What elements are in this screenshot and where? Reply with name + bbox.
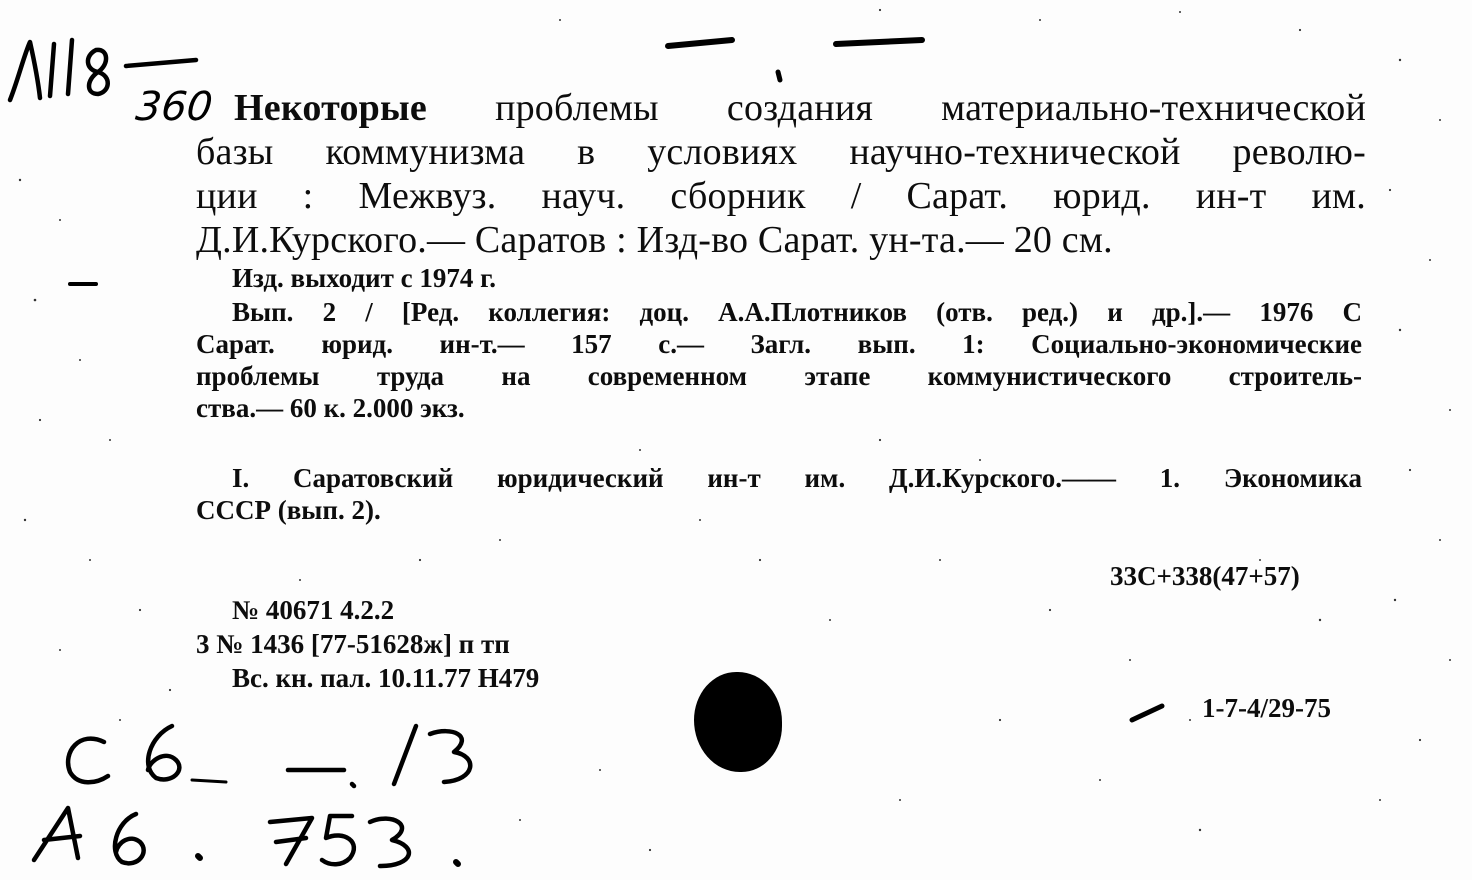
top-dash-left: [668, 40, 732, 46]
title-block: [196, 86, 1366, 262]
note1-digit-3: [430, 731, 470, 782]
note2-digit-5: [322, 816, 354, 864]
volume-line: ства.— 60 к. 2.000 экз.: [196, 393, 465, 423]
volume-line: Вып. 2 / [Ред. коллегия: доц. А.А.Плотников (отв. ред.) и др.].— 1976 С: [232, 297, 1362, 327]
shelf-mark-digit-8: [88, 50, 108, 94]
note2-digit-3: [370, 819, 409, 866]
classification-index: 33С+338(47+57): [1110, 561, 1300, 591]
note1-digit-6: [148, 726, 179, 779]
title-line: базы коммунизма в условиях научно-технической револю-: [196, 131, 1366, 173]
note1-digit-1: [394, 726, 416, 784]
register-line: Вс. кн. пал. 10.11.77 Н479: [232, 663, 540, 693]
volume-line: Сарат. юрид. ин-т.— 157 с.— Загл. вып. 1: Социально-экономические: [196, 329, 1362, 359]
note2-end-dot: [456, 862, 458, 864]
note1-dash: [192, 780, 226, 782]
card-number: № 40671 4.2.2: [232, 595, 395, 625]
tracing-line: СССР (вып. 2).: [196, 495, 381, 525]
volume-description: [196, 296, 1362, 424]
shelf-mark-underline: [126, 60, 196, 66]
shelf-mark-digit-1a: [50, 44, 54, 96]
title-lead-word: Некоторые: [234, 87, 427, 129]
note2-digit-7: [270, 818, 312, 864]
title-line: Д.И.Курского.— Саратов : Изд-во Сарат. ун-та.— 20 см.: [196, 219, 1113, 261]
note2-letter-a: [34, 808, 80, 860]
note2-dot: [198, 856, 200, 858]
top-dash-right: [836, 40, 922, 44]
punch-hole: [694, 672, 782, 772]
note2-digit-6: [115, 814, 144, 863]
shelf-mark: [8, 40, 29, 51]
shelf-mark-digit-1b: [68, 40, 72, 94]
tracing-block: [196, 462, 1362, 526]
tick-mark: [1132, 706, 1162, 720]
tracing-line: I. Саратовский юридический ин-т им. Д.И.Курского.—— 1. Экономика: [232, 463, 1362, 493]
note1-dot: [352, 784, 354, 786]
catalog-code: 1-7-4/29-75: [1202, 693, 1331, 723]
title-line-text: проблемы создания материально-технической: [495, 87, 1366, 129]
note2-digit-7-bar: [276, 838, 306, 842]
volume-line: проблемы труда на современном этапе коммунистического строитель-: [196, 361, 1362, 391]
top-dot: [778, 72, 780, 80]
title-line: ции : Межвуз. науч. сборник / Сарат. юрид. ин-т им.: [196, 175, 1366, 217]
title-line: [196, 86, 1366, 130]
order-line: 3 № 1436 [77-51628ж] п тп: [196, 629, 510, 659]
handwritten-note-2: [30, 810, 34, 811]
note1-letter-c: [68, 739, 108, 783]
entry-number: 360: [133, 84, 215, 130]
handwritten-note-1: [60, 730, 64, 731]
publication-note: Изд. выходит с 1974 г.: [232, 263, 497, 293]
